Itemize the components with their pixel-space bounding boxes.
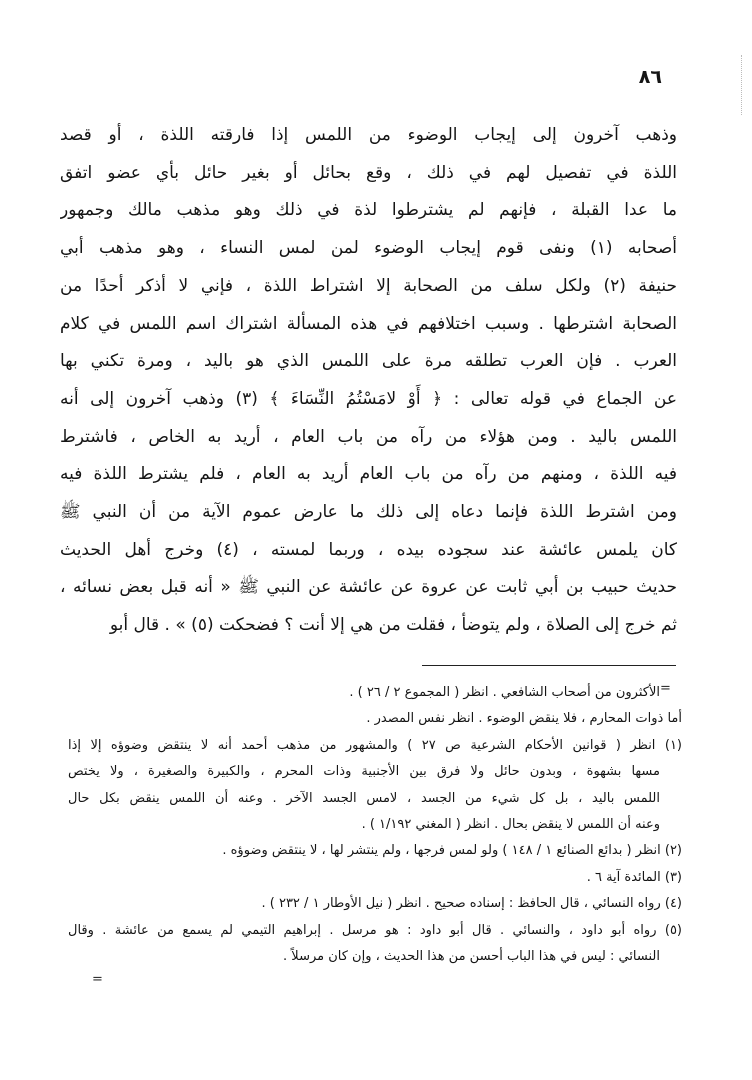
body-line: حديث حبيب بن أبي ثابت عن عروة عن عائشة عن النبي ﷺ « أنه قبل بعض نسائه ، [60, 577, 677, 598]
footnote-line: النسائي : ليس في هذا الباب أحسن من هذا الحديث ، وإن كان مرسلاً . [283, 949, 660, 965]
body-line: ما عدا القبلة ، فإنهم لم يشترطوا لذة في ذلك وهو مذهب مالك وجمهور [60, 200, 677, 221]
footnote-continuation-mark-bottom: = [92, 972, 103, 987]
footnote-separator [422, 665, 676, 666]
body-line: فيه اللذة ، ومنهم من رآه من باب العام أريد به العام ، فلم يشترط اللذة فيه [60, 464, 677, 485]
footnote-line: (١) انظر ( قوانين الأحكام الشرعية ص ٢٧ ) والمشهور من مذهب أحمد أنه لا ينتقض وضوؤه إلا إذا [68, 737, 682, 753]
body-line: الصحابة اشترطها . وسبب اختلافهم في هذه المسألة اشتراك اسم اللمس في كلام [60, 313, 677, 334]
footnote-line: مسها بشهوة ، وبدون حائل ولا فرق بين الأجنبية وذات المحرم ، والكبيرة والصغيرة ، ولا يختص [68, 764, 660, 780]
footnote-line: اللمس باليد ، بل كل شيء من الجسد ، لامس الجسد الآخر . وعنه أن اللمس ينقض بكل حال [68, 790, 660, 806]
body-line: كان يلمس عائشة عند سجوده بيده ، وربما لمسته ، (٤) وخرج أهل الحديث [60, 539, 677, 560]
footnotes [68, 680, 682, 970]
margin-scan-mark [741, 55, 744, 115]
footnote-line: (٤) رواه النسائي ، قال الحافظ : إسناده صحيح . انظر ( نيل الأوطار ١ / ٢٣٢ ) . [261, 896, 682, 912]
body-line: اللمس باليد . ومن هؤلاء من رآه من باب العام ، أريد به الخاص ، فاشترط [60, 426, 677, 447]
body-line: عن الجماع في قوله تعالى : ﴿ أَوْ لامَسْتُمُ النِّسَاءَ ﴾ (٣) وذهب آخرون إلى أنه [60, 388, 677, 409]
body-line: ومن اشترط اللذة فإنما دعاه إلى ذلك ما عارض عموم الآية من أن النبي ﷺ [60, 502, 677, 523]
body-line: ثم خرج إلى الصلاة ، ولم يتوضأ ، فقلت من هي إلا أنت ؟ فضحكت (٥) » . قال أبو [109, 615, 677, 636]
body-line: حنيفة (٢) ولكل سلف من الصحابة إلا اشتراط اللذة ، فإني لا أذكر أحدًا من [60, 275, 677, 296]
footnote-line: (٣) المائدة آية ٦ . [586, 869, 682, 885]
footnote-line: أما ذوات المحارم ، فلا ينقض الوضوء . انظر نفس المصدر . [366, 711, 682, 727]
body-line: اللذة في تفصيل لهم في ذلك ، وقع بحائل أو بغير حائل بأي عضو اتفق [60, 162, 677, 183]
main-text-body [60, 117, 677, 645]
footnote-line: وعنه أن اللمس لا ينقض بحال . انظر ( المغني ١/١٩٢ ) . [361, 817, 660, 833]
footnote-line: (٥) رواه أبو داود ، والنسائي . قال أبو داود : هو مرسل . إبراهيم التيمي لم يسمع من عائشة . وقال [68, 922, 682, 938]
body-line: أصحابه (١) ونفى قوم إيجاب الوضوء لمن لمس النساء ، وهو مذهب أبي [60, 238, 677, 259]
footnote-line: الأكثرون من أصحاب الشافعي . انظر ( المجموع ٢ / ٢٦ ) . [349, 685, 660, 700]
body-line: وذهب آخرون إلى إيجاب الوضوء من اللمس إذا فارقته اللذة ، أو قصد [60, 125, 677, 145]
body-line: العرب . فإن العرب تطلقه مرة على اللمس الذي هو باليد ، ومرة تكني بها [60, 351, 677, 372]
footnote-continuation-mark-top: = [660, 681, 671, 696]
page-number: ٨٦ [638, 66, 662, 88]
footnote-line: (٢) انظر ( بدائع الصنائع ١ / ١٤٨ ) ولو لمس فرجها ، ولم ينتشر لها ، لا ينتقض وضوؤه . [222, 843, 682, 859]
